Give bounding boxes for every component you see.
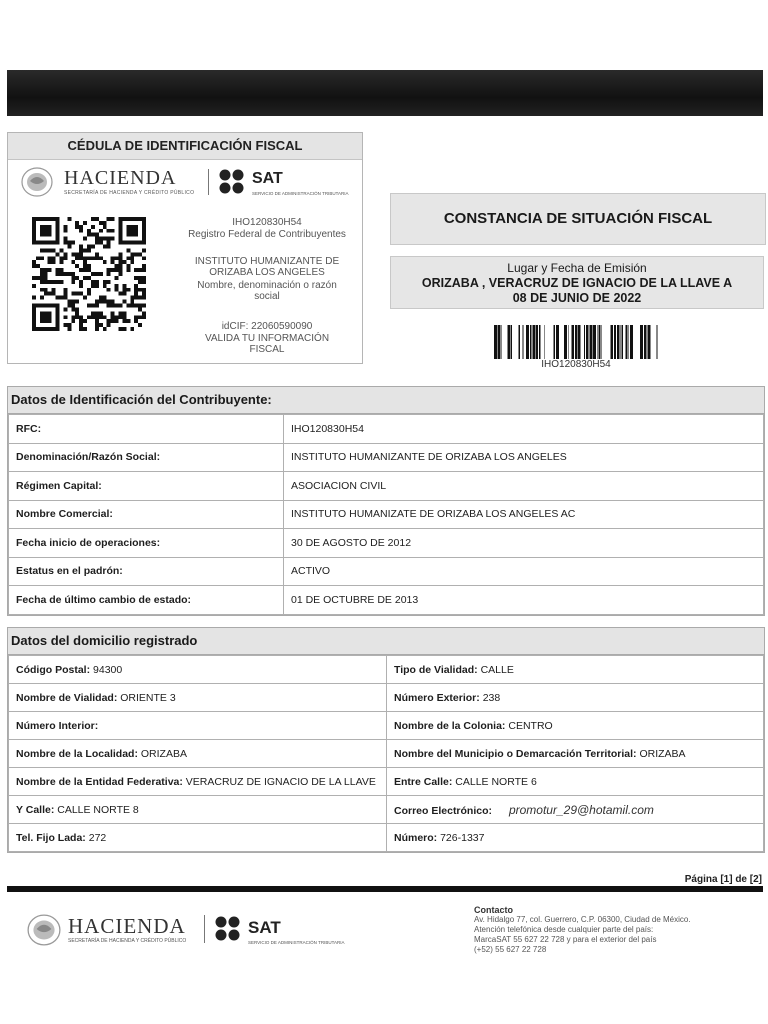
domicilio-title: Datos del domicilio registrado [8,628,764,655]
ident-value: INSTITUTO HUMANIZATE DE ORIZABA LOS ANGELES AC [284,500,764,529]
domicilio-cell [387,796,764,824]
ident-row [9,415,764,444]
domicilio-cell [9,712,387,740]
domicilio-value: CENTRO [508,719,553,732]
domicilio-row [9,768,764,796]
domicilio-label: Nombre de Vialidad: [16,691,118,704]
top-black-band [7,70,763,116]
identificacion-title: Datos de Identificación del Contribuyente: [8,387,764,414]
contacto-line: Av. Hidalgo 77, col. Guerrero, C.P. 06300, Ciudad de México. [474,915,691,924]
qr-code [30,217,148,331]
domicilio-cell [9,684,387,712]
domicilio-cell [9,740,387,768]
constancia-title: CONSTANCIA DE SITUACIÓN FISCAL [390,193,766,245]
barcode-text: IHO120830H54 [541,359,611,370]
domicilio-label: Tipo de Vialidad: [394,663,478,676]
contacto-title: Contacto [474,905,513,915]
domicilio-table [8,655,764,852]
sat-subtitle: SERVICIO DE ADMINISTRACIÓN TRIBUTARIA [252,191,349,196]
domicilio-row [9,656,764,684]
footer-logo-divider [204,915,205,943]
footer-hacienda-subtitle: SECRETARÍA DE HACIENDA Y CRÉDITO PÚBLICO [68,938,187,944]
domicilio-label: Y Calle: [16,803,55,816]
ident-row [9,443,764,472]
cedula-valida: VALIDA TU INFORMACIÓN FISCAL [204,333,330,355]
domicilio-row [9,712,764,740]
cedula-rfc-label: Registro Federal de Contribuyentes [188,229,346,240]
ident-row [9,500,764,529]
domicilio-label: Nombre del Municipio o Demarcación Territorial: [394,747,637,760]
sat-logo-icon [218,169,248,195]
domicilio-label: Número: [394,831,438,844]
domicilio-value: 726-1337 [440,831,485,844]
ident-row [9,529,764,558]
domicilio-label: Correo Electrónico: [394,804,493,817]
ident-label: Fecha de último cambio de estado: [9,586,284,615]
footer-hacienda-text: HACIENDA [68,914,186,938]
hacienda-subtitle: SECRETARÍA DE HACIENDA Y CRÉDITO PÚBLICO [64,190,195,196]
domicilio-cell [9,796,387,824]
identificacion-table [8,414,764,615]
domicilio-cell [387,656,764,684]
contacto-block [474,905,764,955]
footer-sat-subtitle: SERVICIO DE ADMINISTRACIÓN TRIBUTARIA [248,940,345,945]
cedula-nombre-label: Nombre, denominación o razón social [197,280,337,302]
ident-label: Fecha inicio de operaciones: [9,529,284,558]
domicilio-cell [9,656,387,684]
ident-row [9,472,764,501]
identificacion-section [7,386,765,616]
ident-value: 30 DE AGOSTO DE 2012 [284,529,764,558]
cedula-rfc: IHO120830H54 [232,217,302,228]
domicilio-label: Entre Calle: [394,775,453,788]
domicilio-row [9,740,764,768]
domicilio-cell [9,768,387,796]
domicilio-cell [387,684,764,712]
domicilio-label: Nombre de la Colonia: [394,719,506,732]
ident-label: Nombre Comercial: [9,500,284,529]
lugar-fecha-box [390,256,764,309]
footer-logos [26,912,366,946]
domicilio-cell [387,768,764,796]
ident-label: Denominación/Razón Social: [9,443,284,472]
domicilio-value: 238 [482,691,501,704]
domicilio-cell [387,712,764,740]
domicilio-label: Nombre de la Entidad Federativa: [16,775,183,788]
email-value: promotur_29@hotamil.com [508,802,654,817]
domicilio-value: 272 [88,831,107,844]
ident-label: Régimen Capital: [9,472,284,501]
domicilio-cell [387,824,764,852]
ident-row [9,586,764,615]
ident-row [9,557,764,586]
page-number: Página [1] de [2] [684,874,762,885]
barcode [494,325,658,359]
contacto-line: Atención telefónica desde cualquier parte del país: [474,925,654,934]
domicilio-value: ORIZABA [140,747,187,760]
ident-label: RFC: [9,415,284,444]
sat-logo-text: SAT [252,170,283,187]
lugar-line2: 08 DE JUNIO DE 2022 [512,291,642,305]
mexico-seal-icon [20,167,54,197]
lugar-label: Lugar y Fecha de Emisión [507,261,647,275]
domicilio-section [7,627,765,853]
ident-value: INSTITUTO HUMANIZANTE DE ORIZABA LOS ANGELES [284,443,764,472]
hacienda-sat-logos [14,167,359,197]
lugar-line1: ORIZABA , VERACRUZ DE IGNACIO DE LA LLAVE A [421,276,733,290]
ident-value: ASOCIACION CIVIL [284,472,764,501]
domicilio-value: CALLE NORTE 8 [57,803,139,816]
domicilio-label: Número Interior: [16,719,99,732]
footer-mexico-seal-icon [26,914,62,946]
cedula-title: CÉDULA DE IDENTIFICACIÓN FISCAL [8,133,362,160]
domicilio-label: Código Postal: [16,663,91,676]
domicilio-row [9,684,764,712]
contacto-line: (+52) 55 627 22 728 [474,945,547,954]
logo-divider [208,169,209,195]
domicilio-value: ORIENTE 3 [120,691,176,704]
cedula-idcif: idCIF: 22060590090 [221,321,313,332]
domicilio-cell [9,824,387,852]
ident-value: 01 DE OCTUBRE DE 2013 [284,586,764,615]
domicilio-value: CALLE NORTE 6 [455,775,537,788]
domicilio-value: 94300 [93,663,123,676]
footer-sat-text: SAT [248,918,281,937]
domicilio-value: ORIZABA [639,747,686,760]
ident-label: Estatus en el padrón: [9,557,284,586]
ident-value: ACTIVO [284,557,764,586]
hacienda-logo-text: HACIENDA [64,167,177,189]
domicilio-value: CALLE [480,663,514,676]
bottom-black-band [7,886,763,892]
domicilio-label: Número Exterior: [394,691,480,704]
cedula-card [7,132,363,364]
ident-value: IHO120830H54 [284,415,764,444]
domicilio-label: Nombre de la Localidad: [16,747,138,760]
footer-sat-logo-icon [214,916,244,942]
domicilio-cell [387,740,764,768]
contacto-line: MarcaSAT 55 627 22 728 y para el exterior del país [474,935,657,944]
cedula-nombre: INSTITUTO HUMANIZANTE DE ORIZABA LOS ANGELES [194,256,340,278]
domicilio-row [9,796,764,824]
domicilio-value: VERACRUZ DE IGNACIO DE LA LLAVE [185,775,376,788]
domicilio-row [9,824,764,852]
domicilio-label: Tel. Fijo Lada: [16,831,86,844]
